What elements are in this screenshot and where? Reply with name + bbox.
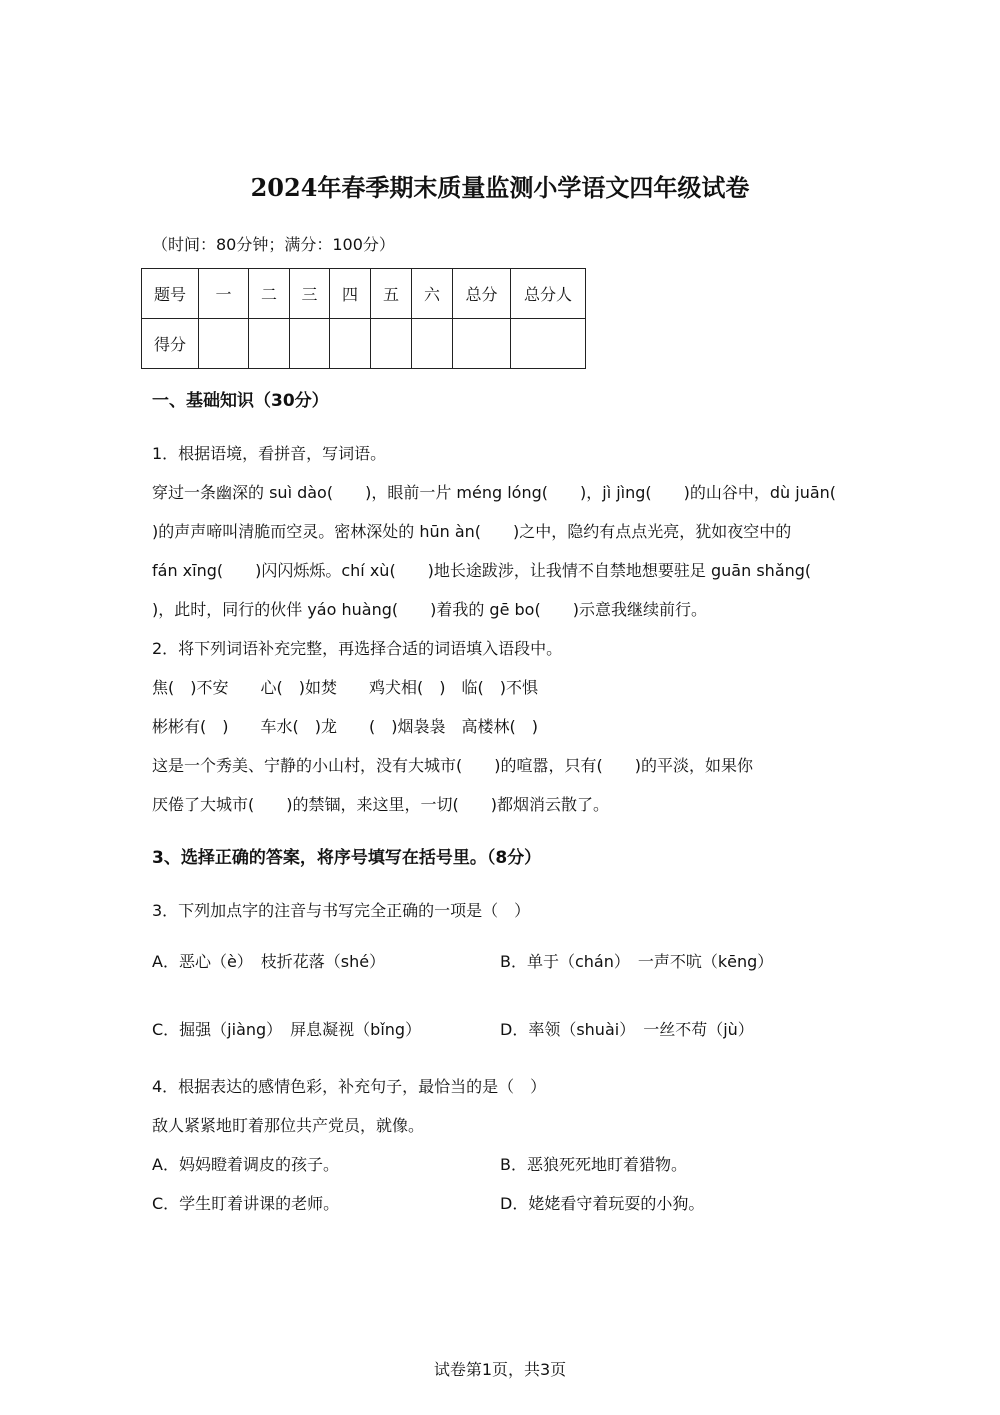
question-4-option-b[interactable]: B．恶狼死死地盯着猎物。 bbox=[500, 1155, 687, 1174]
question-2-prompt: 2．将下列词语补充完整，再选择合适的词语填入语段中。 bbox=[152, 639, 563, 658]
score-cell[interactable] bbox=[290, 319, 330, 369]
question-2-line: 厌倦了大城市( )的禁锢，来这里，一切( )都烟消云散了。 bbox=[152, 795, 609, 814]
score-header-cell: 三 bbox=[290, 269, 330, 319]
question-4-option-d[interactable]: D．姥姥看守着玩耍的小狗。 bbox=[500, 1194, 705, 1213]
question-3-prompt: 3．下列加点字的注音与书写完全正确的一项是（ ） bbox=[152, 901, 531, 920]
question-1-line: fán xīng( )闪闪烁烁。chí xù( )地长途跋涉，让我情不自禁地想要驻足 guān shǎng( bbox=[152, 561, 812, 580]
score-table-score-row bbox=[142, 319, 586, 369]
question-4-prompt: 4．根据表达的感情色彩，补充句子，最恰当的是（ ） bbox=[152, 1077, 547, 1096]
question-1-prompt: 1．根据语境，看拼音，写词语。 bbox=[152, 444, 387, 463]
score-header-cell: 五 bbox=[371, 269, 412, 319]
page-footer: 试卷第1页，共3页 bbox=[433, 1360, 567, 1379]
question-4-option-a[interactable]: A．妈妈瞪着调皮的孩子。 bbox=[152, 1155, 339, 1174]
question-1-line: 穿过一条幽深的 suì dào( )，眼前一片 méng lóng( )，jì jìng( )的山谷中，dù juān( bbox=[152, 483, 837, 502]
score-header-cell: 六 bbox=[412, 269, 453, 319]
score-row-label: 得分 bbox=[142, 319, 199, 369]
question-3-option-c[interactable]: C．掘强（jiàng） 屏息凝视（bǐng） bbox=[152, 1020, 422, 1039]
score-cell[interactable] bbox=[511, 319, 586, 369]
score-header-cell: 总分 bbox=[453, 269, 511, 319]
question-4-option-c[interactable]: C．学生盯着讲课的老师。 bbox=[152, 1194, 340, 1213]
question-3-option-a[interactable]: A．恶心（è） 枝折花落（shé） bbox=[152, 952, 386, 971]
score-cell[interactable] bbox=[371, 319, 412, 369]
score-cell[interactable] bbox=[249, 319, 290, 369]
section-heading-basic: 一、基础知识（30分） bbox=[152, 391, 329, 411]
question-3-option-d[interactable]: D．率领（shuài） 一丝不苟（jù） bbox=[500, 1020, 754, 1039]
score-header-cell: 二 bbox=[249, 269, 290, 319]
question-4-sentence: 敌人紧紧地盯着那位共产党员，就像。 bbox=[152, 1116, 425, 1135]
question-2-line: 彬彬有( ) 车水( )龙 ( )烟袅袅 高楼林( ) bbox=[152, 717, 538, 736]
score-header-cell: 题号 bbox=[142, 269, 199, 319]
score-table-header-row bbox=[142, 269, 586, 319]
section-heading-choice: 3、选择正确的答案，将序号填写在括号里。（8分） bbox=[152, 848, 542, 868]
question-1-line: )，此时，同行的伙伴 yáo huàng( )着我的 gē bo( )示意我继续前行。 bbox=[152, 600, 707, 619]
score-cell[interactable] bbox=[199, 319, 249, 369]
question-2-line: 焦( )不安 心( )如焚 鸡犬相( ) 临( )不惧 bbox=[152, 678, 538, 697]
question-1-line: )的声声啼叫清脆而空灵。密林深处的 hūn àn( )之中，隐约有点点光亮，犹如夜空中的 bbox=[152, 522, 792, 541]
exam-title: 2024年春季期末质量监测小学语文四年级试卷 bbox=[250, 173, 750, 202]
score-header-cell: 总分人 bbox=[511, 269, 586, 319]
exam-meta: （时间：80分钟；满分：100分） bbox=[152, 235, 395, 254]
score-cell[interactable] bbox=[412, 319, 453, 369]
question-2-line: 这是一个秀美、宁静的小山村，没有大城市( )的喧嚣，只有( )的平淡，如果你 bbox=[152, 756, 753, 775]
question-3-option-b[interactable]: B．单于（chán） 一声不吭（kēng） bbox=[500, 952, 774, 971]
score-cell[interactable] bbox=[330, 319, 371, 369]
score-header-cell: 四 bbox=[330, 269, 371, 319]
score-header-cell: 一 bbox=[199, 269, 249, 319]
score-table bbox=[141, 268, 586, 369]
score-cell[interactable] bbox=[453, 319, 511, 369]
